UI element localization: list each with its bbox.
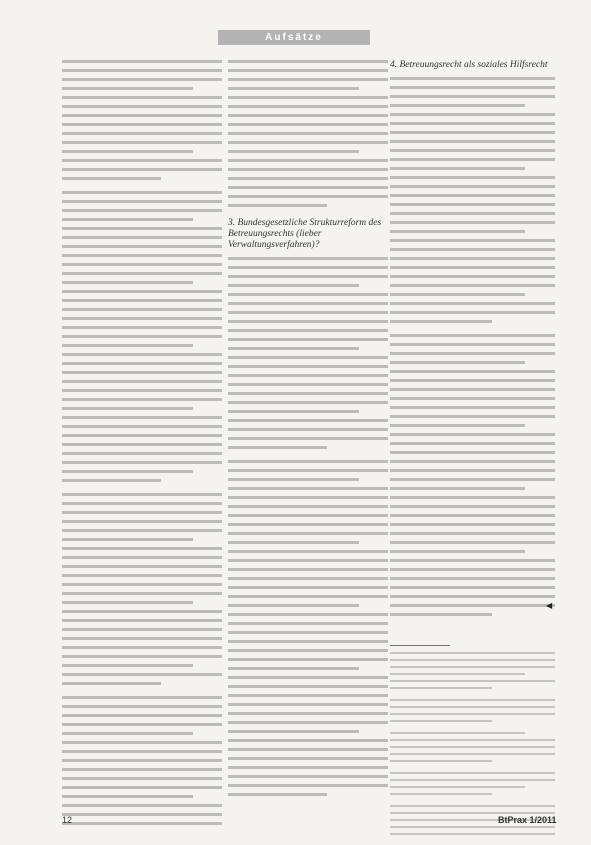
text-line xyxy=(62,254,222,257)
text-line xyxy=(390,433,555,436)
text-line xyxy=(390,699,555,701)
text-line xyxy=(62,245,222,248)
text-line xyxy=(62,105,222,108)
text-line xyxy=(228,613,388,616)
text-line xyxy=(228,311,388,314)
text-line xyxy=(228,60,388,63)
text-line xyxy=(62,389,222,392)
text-line xyxy=(62,425,222,428)
text-line xyxy=(62,209,222,212)
text-line xyxy=(390,397,555,400)
text-line xyxy=(62,628,222,631)
text-line xyxy=(390,680,555,682)
text-line xyxy=(62,610,222,613)
text-line xyxy=(228,284,359,287)
text-line xyxy=(62,263,222,266)
text-line xyxy=(228,631,388,634)
text-line xyxy=(390,442,555,445)
text-line xyxy=(390,379,555,382)
page-number: 12 xyxy=(62,815,73,825)
text-line xyxy=(62,290,222,293)
text-line xyxy=(62,398,222,401)
text-line xyxy=(228,338,388,341)
text-line xyxy=(62,714,222,717)
text-line xyxy=(228,523,388,526)
text-line xyxy=(390,720,492,722)
text-line xyxy=(228,505,388,508)
text-line xyxy=(228,487,388,490)
text-line xyxy=(390,805,555,807)
text-line xyxy=(390,753,555,755)
text-line xyxy=(62,795,193,798)
text-line xyxy=(62,592,222,595)
text-line xyxy=(390,257,555,260)
text-line xyxy=(62,123,222,126)
text-line xyxy=(390,320,492,323)
text-line xyxy=(228,293,388,296)
text-line xyxy=(390,793,492,795)
text-line xyxy=(62,511,222,514)
text-line xyxy=(390,370,555,373)
text-line xyxy=(390,833,555,835)
text-line xyxy=(228,437,388,440)
text-line xyxy=(62,141,222,144)
text-line xyxy=(62,317,222,320)
right-column xyxy=(390,60,555,627)
text-line xyxy=(62,655,222,658)
text-line xyxy=(62,272,222,275)
text-line xyxy=(228,550,388,553)
text-line xyxy=(390,140,555,143)
text-line xyxy=(390,194,555,197)
text-line xyxy=(62,601,193,604)
text-line xyxy=(228,658,388,661)
text-line xyxy=(390,113,555,116)
text-line xyxy=(228,374,388,377)
text-line xyxy=(228,577,388,580)
text-line xyxy=(228,168,388,171)
text-line xyxy=(62,299,222,302)
text-line xyxy=(228,667,359,670)
text-line xyxy=(390,221,555,224)
text-line xyxy=(228,532,388,535)
text-line xyxy=(62,461,222,464)
text-line xyxy=(228,419,388,422)
text-line xyxy=(228,141,388,144)
text-line xyxy=(228,123,388,126)
text-line xyxy=(390,167,525,170)
text-line xyxy=(390,577,555,580)
text-line xyxy=(228,793,327,796)
text-line xyxy=(390,523,555,526)
footnote-rule xyxy=(390,645,450,646)
text-line xyxy=(62,168,222,171)
text-line xyxy=(390,122,555,125)
text-line xyxy=(62,434,222,437)
text-line xyxy=(228,204,327,207)
journal-reference: BtPrax 1/2011 xyxy=(498,815,557,825)
text-line xyxy=(390,772,555,774)
text-line xyxy=(390,406,555,409)
text-line xyxy=(390,266,555,269)
text-line xyxy=(390,424,525,427)
text-line xyxy=(62,191,222,194)
text-line xyxy=(228,177,388,180)
text-line xyxy=(228,114,388,117)
text-line xyxy=(62,529,222,532)
text-line xyxy=(228,105,388,108)
text-line xyxy=(228,365,388,368)
text-line xyxy=(228,640,388,643)
text-line xyxy=(228,356,388,359)
text-line xyxy=(62,326,222,329)
text-line xyxy=(62,741,222,744)
text-line xyxy=(62,565,222,568)
text-line xyxy=(62,60,222,63)
text-line xyxy=(390,786,525,788)
text-line xyxy=(390,487,525,490)
text-line xyxy=(390,559,555,562)
text-line xyxy=(228,685,388,688)
text-line xyxy=(228,739,388,742)
text-line xyxy=(62,416,222,419)
text-line xyxy=(62,759,222,762)
text-line xyxy=(62,281,193,284)
text-line xyxy=(390,713,555,715)
text-line xyxy=(390,532,555,535)
text-line xyxy=(228,266,388,269)
text-line xyxy=(62,556,222,559)
text-line xyxy=(228,676,388,679)
text-line xyxy=(390,586,555,589)
text-line xyxy=(62,723,222,726)
text-line xyxy=(62,479,161,482)
text-line xyxy=(390,388,555,391)
text-line xyxy=(390,779,555,781)
text-line xyxy=(62,673,222,676)
text-line xyxy=(62,353,222,356)
text-line xyxy=(390,687,492,689)
text-line xyxy=(390,550,525,553)
text-line xyxy=(62,786,222,789)
text-line xyxy=(390,352,555,355)
text-line xyxy=(62,646,222,649)
text-line xyxy=(62,583,222,586)
text-line xyxy=(62,200,222,203)
text-line xyxy=(390,248,555,251)
text-line xyxy=(390,149,555,152)
text-line xyxy=(62,407,193,410)
text-line xyxy=(62,78,222,81)
text-line xyxy=(228,460,388,463)
text-line xyxy=(62,380,222,383)
text-line xyxy=(228,186,388,189)
text-line xyxy=(390,652,555,654)
text-line xyxy=(390,568,555,571)
text-line xyxy=(228,78,388,81)
text-line xyxy=(228,150,359,153)
text-line xyxy=(228,410,359,413)
text-line xyxy=(228,586,388,589)
right-column-text xyxy=(390,77,555,627)
text-line xyxy=(228,784,388,787)
text-line xyxy=(390,275,555,278)
text-line xyxy=(390,826,555,828)
text-line xyxy=(390,343,555,346)
text-line xyxy=(390,505,555,508)
text-line xyxy=(62,664,193,667)
text-line xyxy=(228,622,388,625)
text-line xyxy=(228,69,388,72)
text-line xyxy=(62,371,222,374)
text-line xyxy=(390,334,555,337)
text-line xyxy=(228,694,388,697)
text-line xyxy=(390,415,555,418)
paragraph-gap xyxy=(390,622,555,627)
text-line xyxy=(390,659,555,661)
text-line xyxy=(390,595,555,598)
text-line xyxy=(228,257,388,260)
text-line xyxy=(228,775,388,778)
text-line xyxy=(228,541,359,544)
text-line xyxy=(62,344,193,347)
text-line xyxy=(62,732,193,735)
left-column xyxy=(62,60,222,831)
text-line xyxy=(390,230,525,233)
text-line xyxy=(228,721,388,724)
footnotes xyxy=(390,652,555,840)
text-line xyxy=(228,568,388,571)
middle-section-heading: 3. Bundesgesetzliche Strukturreform des Betreuungsrechts (lieber Verwaltungsverfahren)? xyxy=(228,218,382,250)
text-line xyxy=(228,87,359,90)
text-line xyxy=(62,619,222,622)
text-line xyxy=(390,760,492,762)
text-line xyxy=(228,712,388,715)
text-line xyxy=(62,520,222,523)
text-line xyxy=(62,236,222,239)
text-line xyxy=(62,177,161,180)
text-line xyxy=(62,114,222,117)
text-line xyxy=(390,158,555,161)
text-line xyxy=(62,750,222,753)
section-header: Aufsätze xyxy=(218,30,370,45)
text-line xyxy=(228,703,388,706)
text-line xyxy=(390,203,555,206)
text-line xyxy=(228,604,359,607)
text-line xyxy=(390,86,555,89)
text-line xyxy=(62,705,222,708)
text-line xyxy=(390,541,555,544)
text-line xyxy=(390,131,555,134)
text-line xyxy=(390,284,555,287)
text-line xyxy=(390,77,555,80)
text-line xyxy=(228,766,388,769)
text-line xyxy=(390,311,555,314)
text-line xyxy=(390,239,555,242)
text-line xyxy=(390,451,555,454)
text-line xyxy=(228,649,388,652)
text-line xyxy=(62,132,222,135)
middle-column xyxy=(228,60,388,807)
text-line xyxy=(228,469,388,472)
text-line xyxy=(228,96,388,99)
text-line xyxy=(62,547,222,550)
end-of-article-mark: ◀ xyxy=(546,601,553,610)
text-line xyxy=(62,813,222,816)
text-line xyxy=(62,96,222,99)
text-line xyxy=(62,574,222,577)
text-line xyxy=(62,362,222,365)
text-line xyxy=(62,804,222,807)
text-line xyxy=(228,275,388,278)
text-line xyxy=(228,428,388,431)
text-line xyxy=(228,595,388,598)
text-line xyxy=(62,470,193,473)
text-line xyxy=(390,613,492,616)
text-line xyxy=(228,329,388,332)
text-line xyxy=(390,176,555,179)
text-line xyxy=(228,320,388,323)
text-line xyxy=(390,706,555,708)
text-line xyxy=(62,69,222,72)
text-line xyxy=(390,212,555,215)
text-line xyxy=(228,559,388,562)
text-line xyxy=(228,748,388,751)
paragraph-gap xyxy=(228,802,388,807)
text-line xyxy=(390,460,555,463)
text-line xyxy=(62,493,222,496)
right-section-heading: 4. Betreuungsrecht als soziales Hilfsrecht xyxy=(390,60,548,70)
text-line xyxy=(390,673,525,675)
text-line xyxy=(62,502,222,505)
text-line xyxy=(228,496,388,499)
text-line xyxy=(228,478,359,481)
text-line xyxy=(390,746,555,748)
text-line xyxy=(62,538,193,541)
text-line xyxy=(228,730,359,733)
left-column-text xyxy=(62,60,222,825)
text-line xyxy=(390,293,525,296)
text-line xyxy=(228,195,388,198)
text-line xyxy=(62,87,193,90)
text-line xyxy=(62,159,222,162)
text-line xyxy=(62,218,193,221)
text-line xyxy=(62,452,222,455)
text-line xyxy=(62,768,222,771)
text-line xyxy=(62,682,161,685)
text-line xyxy=(390,104,525,107)
text-line xyxy=(390,732,525,734)
text-line xyxy=(390,739,555,741)
text-line xyxy=(62,637,222,640)
middle-column-text-top xyxy=(228,60,388,218)
text-line xyxy=(228,757,388,760)
text-line xyxy=(390,514,555,517)
text-line xyxy=(228,159,388,162)
text-line xyxy=(228,383,388,386)
text-line xyxy=(62,777,222,780)
text-line xyxy=(390,666,555,668)
text-line xyxy=(228,132,388,135)
text-line xyxy=(62,308,222,311)
text-line xyxy=(390,496,555,499)
text-line xyxy=(228,514,388,517)
text-line xyxy=(62,150,193,153)
text-line xyxy=(390,95,555,98)
text-line xyxy=(62,443,222,446)
text-line xyxy=(62,696,222,699)
text-line xyxy=(62,227,222,230)
text-line xyxy=(228,302,388,305)
text-line xyxy=(390,302,555,305)
text-line xyxy=(228,347,359,350)
middle-column-text-bottom xyxy=(228,257,388,807)
text-line xyxy=(62,822,222,825)
text-line xyxy=(62,335,222,338)
text-line xyxy=(390,361,525,364)
text-line xyxy=(228,401,388,404)
text-line xyxy=(390,185,555,188)
text-line xyxy=(228,392,388,395)
text-line xyxy=(390,478,555,481)
text-line xyxy=(228,446,327,449)
text-line xyxy=(390,604,555,607)
text-line xyxy=(390,469,555,472)
text-line xyxy=(390,812,555,814)
